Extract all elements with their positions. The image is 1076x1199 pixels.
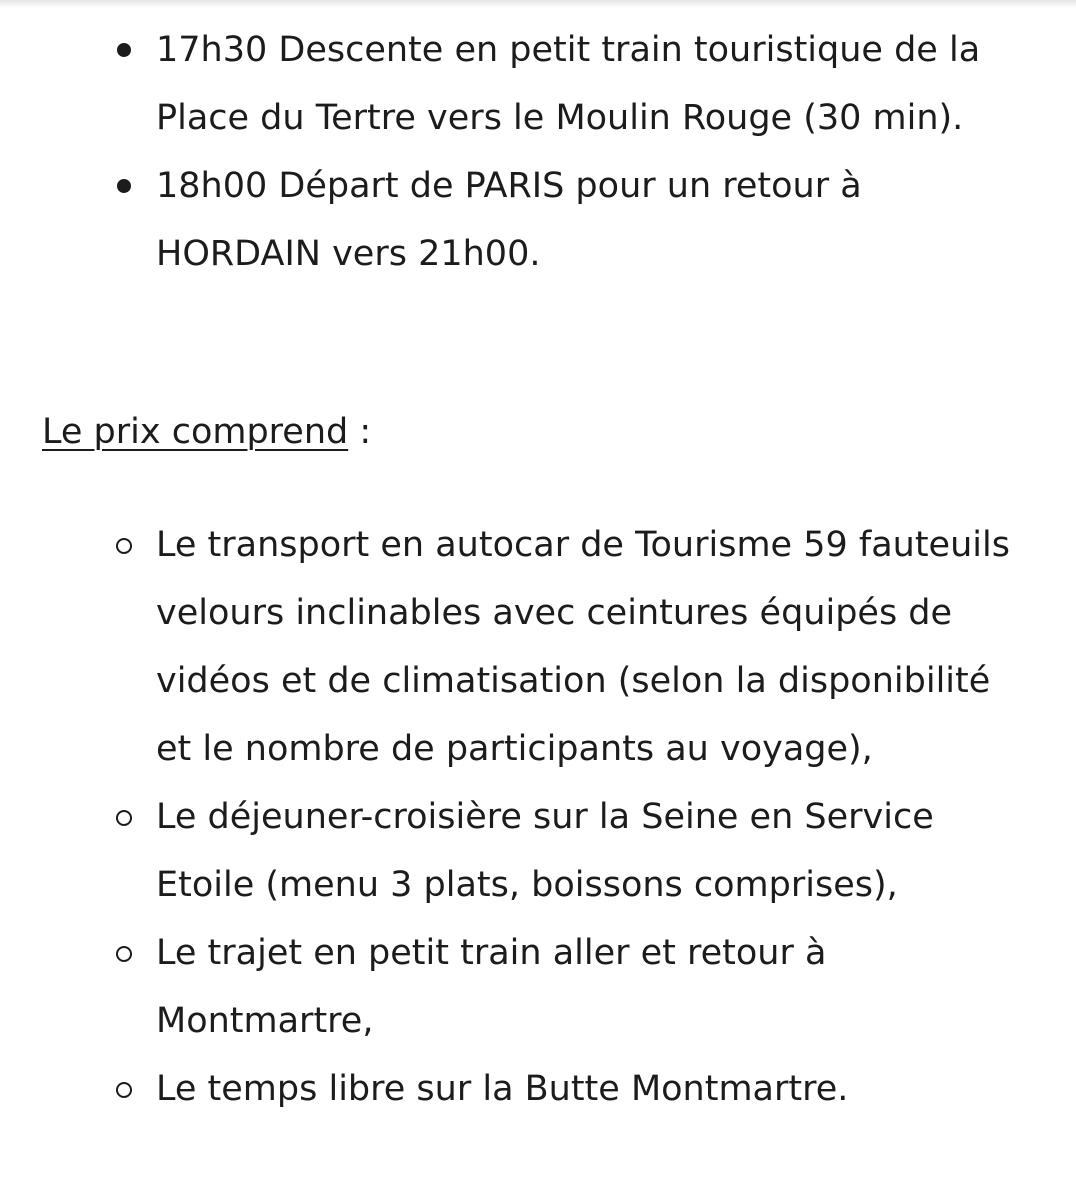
list-item: [0, 152, 1076, 288]
list-item: [0, 783, 1076, 919]
price-includes-list: [0, 511, 1076, 1123]
price-heading-suffix: :: [348, 412, 372, 452]
list-item: [0, 16, 1076, 152]
bullet-circle-icon: [116, 946, 132, 962]
top-shadow: [0, 0, 1076, 8]
itinerary-item-text: 18h00 Départ de PARIS pour un retour à HORDAIN vers 21h00.: [156, 166, 862, 274]
bullet-disc-icon: [117, 43, 131, 57]
itinerary-list: [0, 16, 1076, 288]
list-item: [0, 919, 1076, 1055]
itinerary-item-text: 17h30 Descente en petit train touristique de la Place du Tertre vers le Moulin Rouge (30 min).: [156, 30, 981, 138]
bullet-circle-icon: [116, 810, 132, 826]
bullet-circle-icon: [116, 1082, 132, 1098]
bullet-circle-icon: [116, 538, 132, 554]
price-item-text: Le trajet en petit train aller et retour à Montmartre,: [156, 933, 827, 1041]
price-item-text: Le temps libre sur la Butte Montmartre.: [156, 1069, 849, 1109]
bullet-disc-icon: [117, 179, 131, 193]
price-item-text: Le transport en autocar de Tourisme 59 fauteuils velours inclinables avec ceintures équipés de vidéos et de climatisation (selon la disponibilité et le nombre de participants au voyage),: [156, 525, 1010, 769]
list-item: [0, 511, 1076, 783]
list-item: [0, 1055, 1076, 1123]
price-heading: [42, 398, 371, 466]
price-item-text: Le déjeuner-croisière sur la Seine en Service Etoile (menu 3 plats, boissons comprises),: [156, 797, 934, 905]
price-heading-label: Le prix comprend: [42, 412, 349, 452]
